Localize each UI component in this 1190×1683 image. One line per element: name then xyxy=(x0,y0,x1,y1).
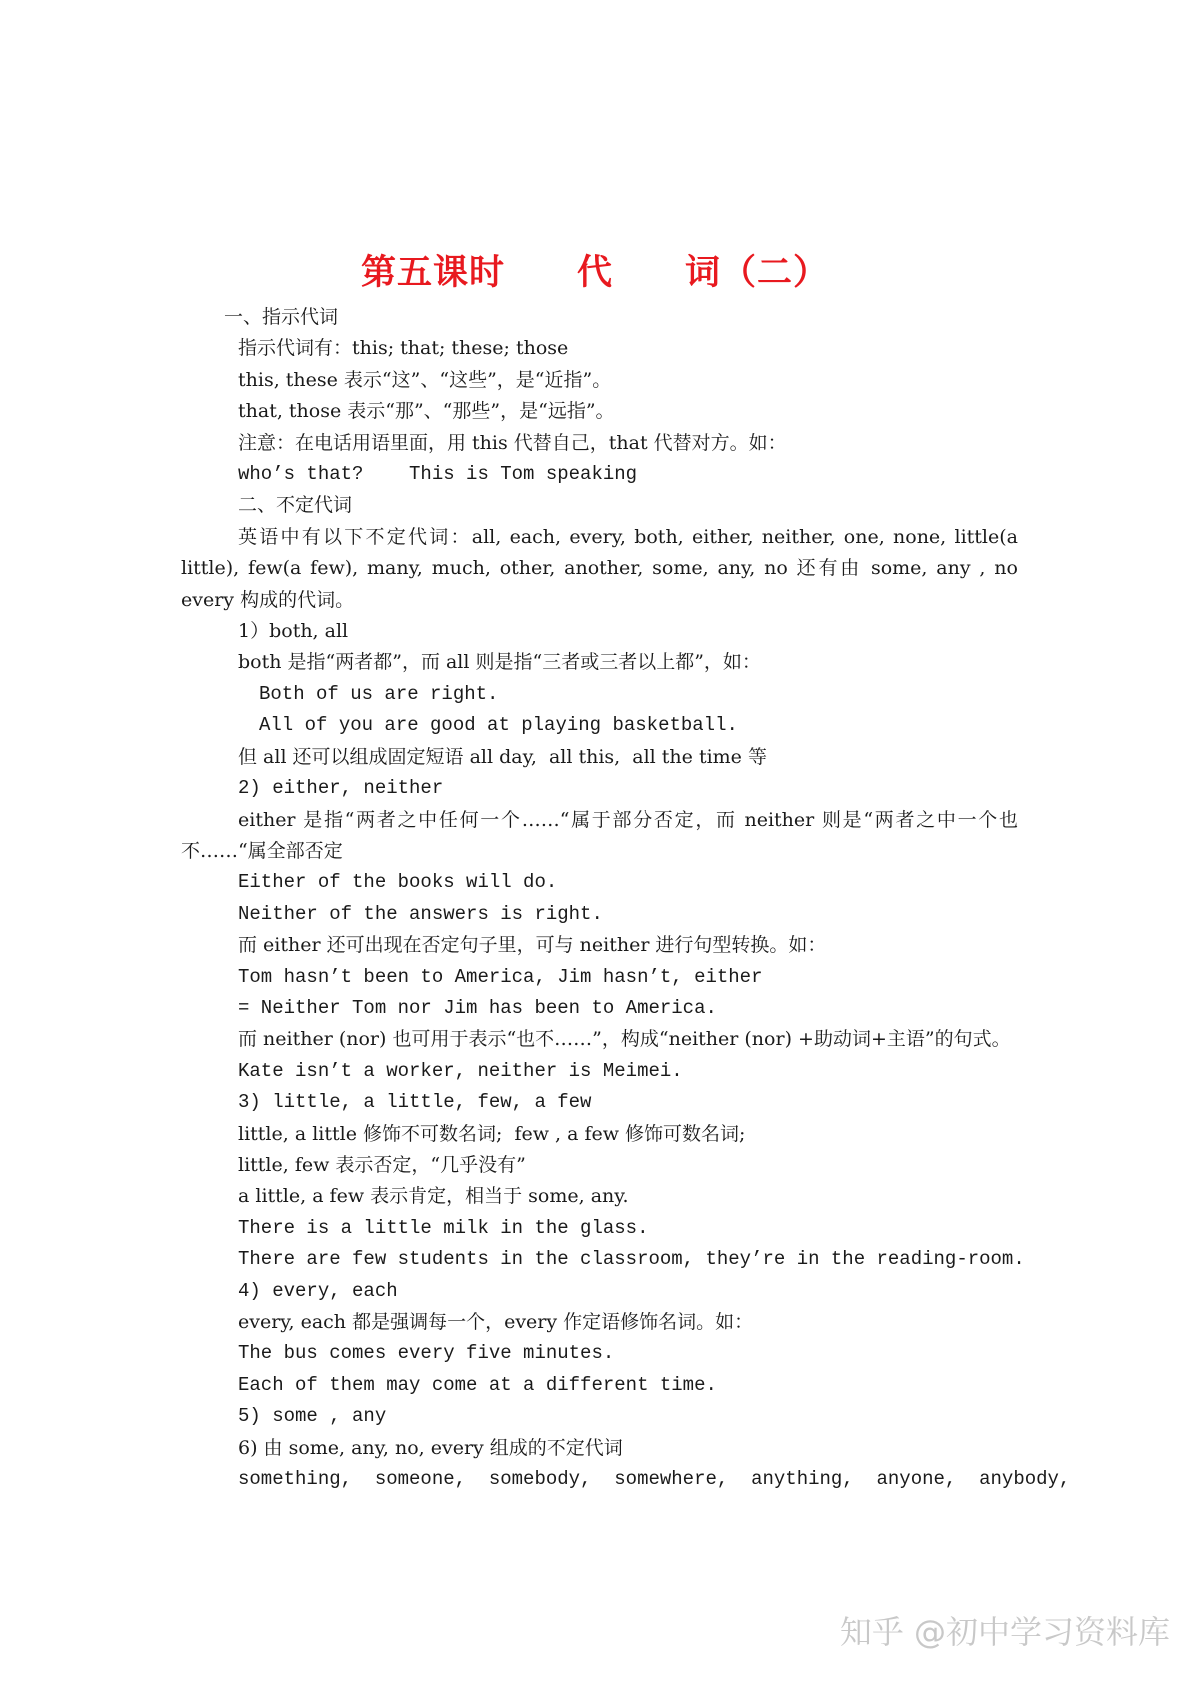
text-line: All of you are good at playing basketball. xyxy=(259,714,738,737)
text-line: Both of us are right. xyxy=(259,682,499,705)
text-line: 二、不定代词 xyxy=(238,494,353,517)
text-line: who’s that? This is Tom speaking xyxy=(238,463,638,486)
section-demonstrative-pronouns xyxy=(181,302,1018,522)
text-line: every, each 都是强调每一个，every 作定语修饰名词。如： xyxy=(238,1311,754,1333)
section-either-examples xyxy=(181,867,1018,1024)
text-line: little, a little 修饰不可数名词; few , a few 修饰可数名词; xyxy=(238,1122,746,1145)
text-line: 而 either 还可出现在否定句子里，可与 neither 进行句型转换。如： xyxy=(238,934,827,957)
text-line: 指示代词有：this; that; these; those xyxy=(238,337,569,360)
text-line: both 是指“两者都”，而 all 则是指“三者或三者以上都”，如： xyxy=(238,651,761,674)
text-line: 1）both, all xyxy=(238,620,349,643)
page-title: 第五课时 代 词（二） xyxy=(360,252,829,293)
section-little-few-every-some xyxy=(181,1056,1071,1496)
watermark: 知乎 @初中学习资料库 xyxy=(839,1613,1170,1651)
text-line: Either of the books will do. xyxy=(238,871,558,894)
text-line: 2) either, neither xyxy=(238,777,444,800)
text-line: There is a little milk in the glass. xyxy=(238,1216,649,1239)
text-line: little, few 表示否定，“几乎没有” xyxy=(238,1153,526,1176)
paragraph-neither-nor: 而 neither (nor) 也可用于表示“也不……”，构成“neither (nor) +助动词+主语”的句式。 xyxy=(238,1028,1011,1051)
text-line: something, someone, somebody, somewhere, anything, anyone, anybody, xyxy=(238,1468,1071,1491)
text-line: Neither of the answers is right. xyxy=(238,902,603,925)
text-line: Tom hasn’t been to America, Jim hasn’t, either xyxy=(238,965,763,988)
document-body xyxy=(181,302,1071,1495)
text-line: this, these 表示“这”、“这些”，是“近指”。 xyxy=(238,368,612,391)
text-line: a little, a few 表示肯定，相当于 some, any. xyxy=(238,1185,629,1208)
text-line: 注意：在电话用语里面，用 this 代替自己，that 代替对方。如： xyxy=(238,431,787,454)
text-line: 4) every, each xyxy=(238,1279,398,1302)
text-line: 6) 由 some, any, no, every 组成的不定代词 xyxy=(238,1436,623,1459)
text-line: 5) some , any xyxy=(238,1405,387,1428)
text-line: 但 all 还可以组成固定短语 all day, all this, all the time 等 xyxy=(238,745,767,768)
section-both-all-either xyxy=(181,616,1018,804)
text-line: that, those 表示“那”、“那些”，是“远指”。 xyxy=(238,400,615,423)
text-line: Kate isn’t a worker, neither is Meimei. xyxy=(238,1059,683,1082)
text-line: Each of them may come at a different time. xyxy=(238,1373,717,1396)
paragraph-either-neither: either 是指“两者之中任何一个……“属于部分否定，而 neither 则是“两者之中一个也不……“属全部否定 xyxy=(181,808,1018,862)
text-line: 一、指示代词 xyxy=(224,306,339,328)
text-line: The bus comes every five minutes. xyxy=(238,1342,615,1365)
paragraph-indefinite-pronouns: 英语中有以下不定代词：all, each, every, both, either, neither, one, none, little(a little), few(a few), many, much, other, another, some, any, no 还有由 some, any , no every 构成的代词。 xyxy=(181,525,1018,611)
text-line: = Neither Tom nor Jim has been to America. xyxy=(238,996,717,1019)
text-line: There are few students in the classroom, they’re in the reading-room. xyxy=(238,1248,1025,1271)
text-line: 3) little, a little, few, a few xyxy=(238,1091,592,1114)
